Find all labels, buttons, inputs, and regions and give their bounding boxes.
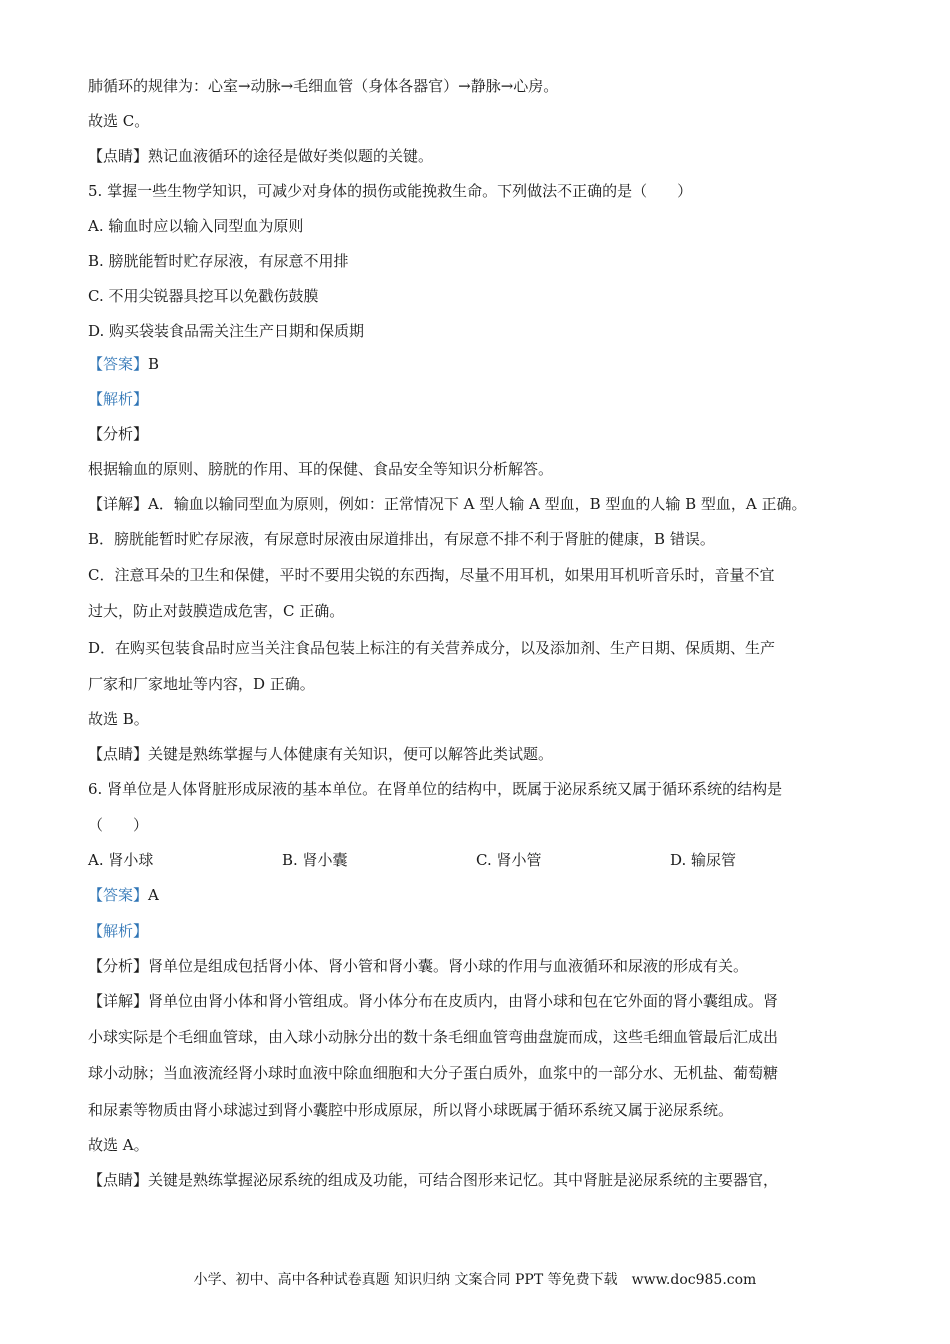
text-line: 肺循环的规律为：心室→动脉→毛细血管（身体各器官）→静脉→心房。 bbox=[88, 77, 559, 95]
text-line: 小球实际是个毛细血管球，由入球小动脉分出的数十条毛细血管弯曲盘旋而成，这些毛细血管最后汇成出 bbox=[88, 1028, 779, 1046]
text-line: 和尿素等物质由肾小球滤过到肾小囊腔中形成原尿，所以肾小球既属于循环系统又属于泌尿系统。 bbox=[88, 1101, 734, 1119]
text-line: 故选 A。 bbox=[88, 1136, 149, 1154]
question-6-option-d: D. 输尿管 bbox=[670, 851, 737, 869]
text-line: 故选 C。 bbox=[88, 112, 150, 130]
analysis-tag: 【解析】 bbox=[88, 922, 149, 940]
question-5-stem: 5. 掌握一些生物学知识，可减少对身体的损伤或能挽救生命。下列做法不正确的是（ ） bbox=[88, 182, 693, 200]
answer-value: B bbox=[148, 355, 160, 373]
text-line: 【点睛】熟记血液循环的途径是做好类似题的关键。 bbox=[88, 147, 434, 165]
text-line: 【详解】A．输血以输同型血为原则，例如：正常情况下 A 型人输 A 型血，B 型血的人输 B 型血，A 正确。 bbox=[88, 495, 807, 513]
question-5-option-b: B. 膀胱能暂时贮存尿液，有尿意不用排 bbox=[88, 252, 349, 270]
question-6-option-b: B. 肾小囊 bbox=[282, 851, 348, 869]
question-6-option-a: A. 肾小球 bbox=[88, 851, 154, 869]
text-line: D．在购买包装食品时应当关注食品包装上标注的有关营养成分，以及添加剂、生产日期、保质期、生产 bbox=[88, 639, 776, 657]
answer-tag: 【答案】 bbox=[88, 355, 149, 373]
text-line: 根据输血的原则、膀胱的作用、耳的保健、食品安全等知识分析解答。 bbox=[88, 460, 554, 478]
question-5-option-c: C. 不用尖锐器具挖耳以免戳伤鼓膜 bbox=[88, 287, 319, 305]
text-line: 过大，防止对鼓膜造成危害，C 正确。 bbox=[88, 602, 345, 620]
answer-value: A bbox=[148, 886, 159, 904]
answer-tag: 【答案】 bbox=[88, 886, 149, 904]
text-line: 【详解】肾单位由肾小体和肾小管组成。肾小体分布在皮质内，由肾小球和包在它外面的肾小囊组成。肾 bbox=[88, 992, 779, 1010]
analysis-tag: 【解析】 bbox=[88, 390, 149, 408]
question-6-answer bbox=[88, 884, 870, 906]
text-line: 球小动脉；当血液流经肾小球时血液中除血细胞和大分子蛋白质外，血浆中的一部分水、无机盐、葡萄糖 bbox=[88, 1064, 779, 1082]
page-footer: 小学、初中、高中各种试卷真题 知识归纳 文案合同 PPT 等免费下载 www.doc985.com bbox=[193, 1272, 757, 1288]
fenxi-tag: 【分析】 bbox=[88, 425, 149, 443]
question-6-paren: （ ） bbox=[88, 816, 149, 834]
question-6-stem: 6. 肾单位是人体肾脏形成尿液的基本单位。在肾单位的结构中，既属于泌尿系统又属于循环系统的结构是 bbox=[88, 780, 783, 798]
question-5-option-a: A. 输血时应以输入同型血为原则 bbox=[88, 217, 304, 235]
text-line: 【点睛】关键是熟练掌握与人体健康有关知识，便可以解答此类试题。 bbox=[88, 745, 554, 763]
question-5-answer bbox=[88, 353, 870, 375]
question-5-option-d: D. 购买袋装食品需关注生产日期和保质期 bbox=[88, 322, 365, 340]
text-line: B．膀胱能暂时贮存尿液，有尿意时尿液由尿道排出，有尿意不排不利于肾脏的健康，B 错误。 bbox=[88, 530, 715, 548]
text-line: 【点睛】关键是熟练掌握泌尿系统的组成及功能，可结合图形来记忆。其中肾脏是泌尿系统的主要器官， bbox=[88, 1171, 779, 1189]
text-line: 故选 B。 bbox=[88, 710, 149, 728]
question-6-option-c: C. 肾小管 bbox=[476, 851, 542, 869]
text-line: 厂家和厂家地址等内容，D 正确。 bbox=[88, 675, 315, 693]
text-line: 【分析】肾单位是组成包括肾小体、肾小管和肾小囊。肾小球的作用与血液循环和尿液的形成有关。 bbox=[88, 957, 749, 975]
text-line: C．注意耳朵的卫生和保健，平时不要用尖锐的东西掏，尽量不用耳机，如果用耳机听音乐时，音量不宜 bbox=[88, 566, 775, 584]
